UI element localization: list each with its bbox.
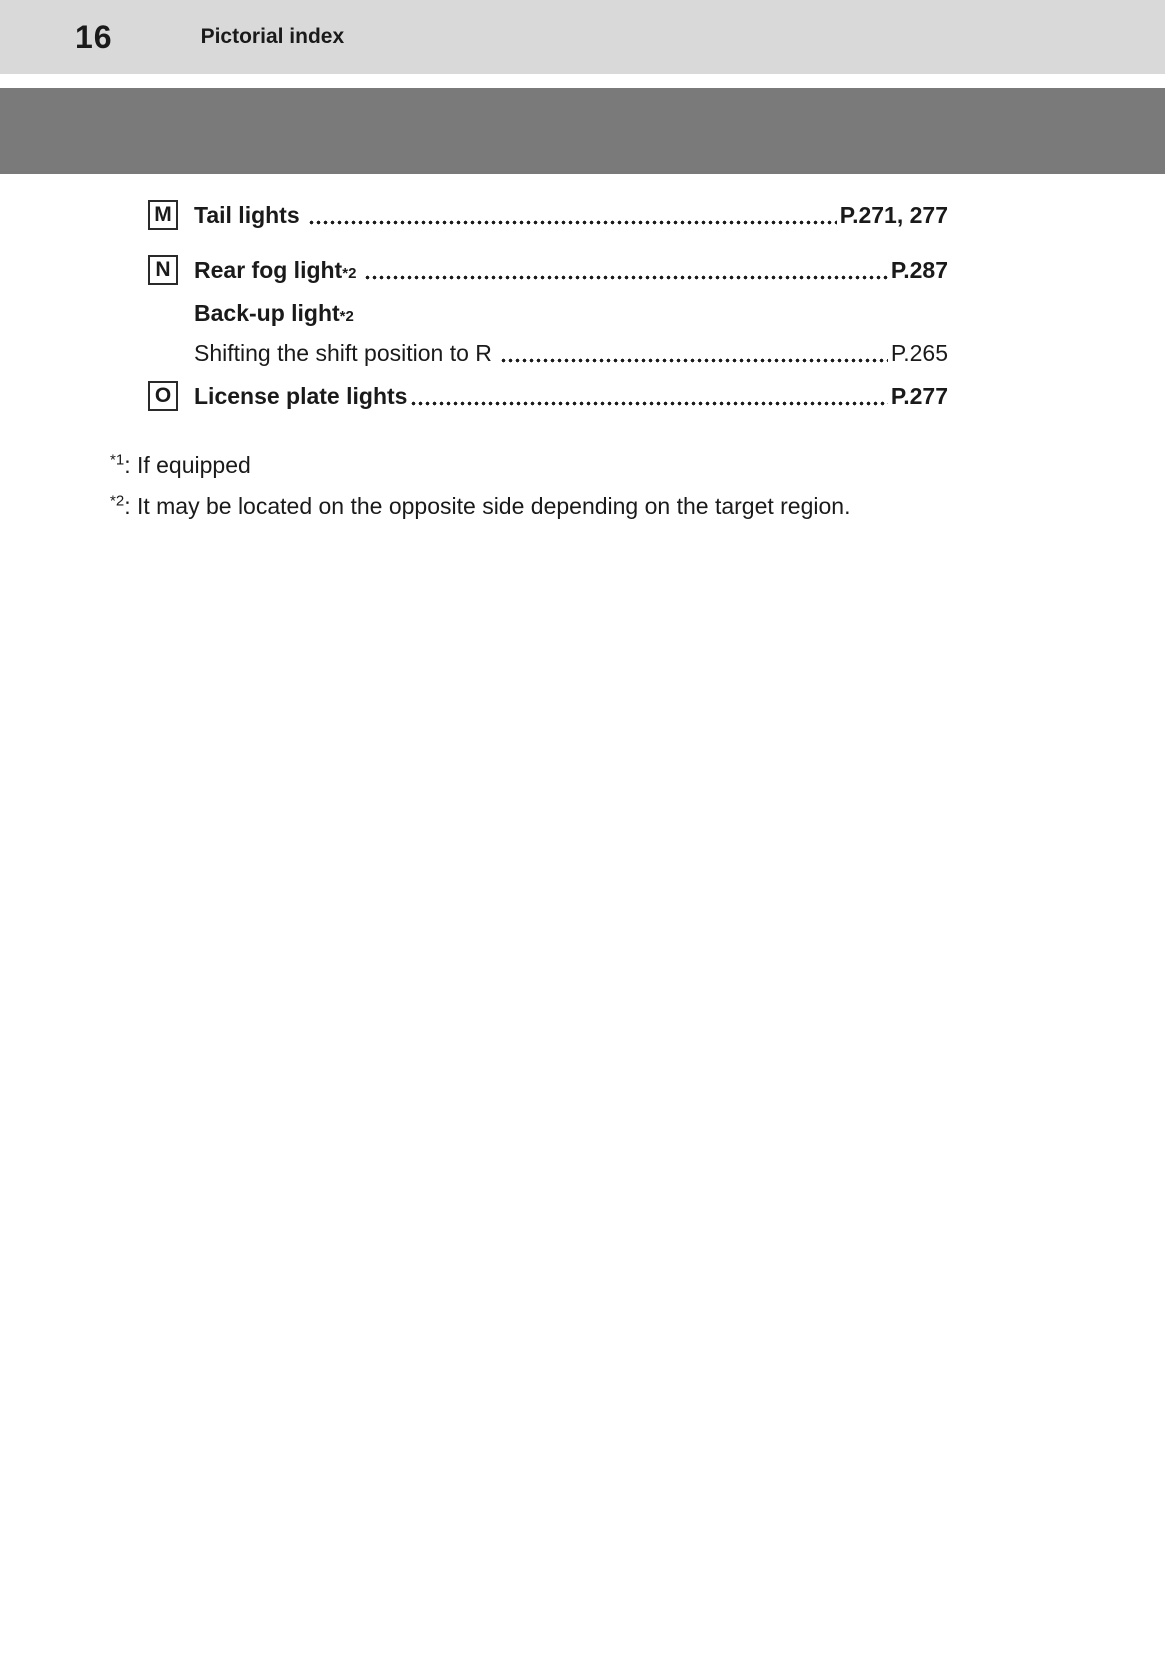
entry-page-ref: P.265 [890, 340, 948, 366]
page-number: 16 [75, 18, 113, 55]
page-header [0, 0, 1165, 74]
footnote-text: : If equipped [124, 452, 251, 478]
entry-page-ref: P.271, 277 [839, 202, 948, 228]
index-entry-shift-position [148, 336, 948, 370]
marker-box-m: M [148, 200, 178, 230]
entry-label: Shifting the shift position to R [194, 340, 492, 366]
footnote-marker: *1 [110, 451, 125, 469]
illustration-band [0, 88, 1165, 174]
footnotes [0, 434, 1165, 523]
footnote-text: : It may be located on the opposite side depending on the target region. [124, 493, 851, 519]
footnote-marker: *2 [110, 492, 125, 510]
entry-label: Rear fog light [194, 257, 343, 283]
dot-leader [500, 336, 888, 370]
index-entry-license-plate-lights [148, 379, 948, 413]
header-divider [0, 74, 1165, 88]
marker-box-n: N [148, 255, 178, 285]
index-entry-rear-fog-light: N Rear fog light *2 P.287 [148, 253, 948, 287]
entry-label: License plate lights [194, 383, 408, 409]
index-entry-backup-light: Back-up light *2 [148, 296, 948, 330]
index-entry-tail-lights [148, 198, 948, 232]
entry-page-ref: P.287 [890, 257, 948, 283]
dot-leader [364, 253, 887, 287]
dot-leader [410, 379, 887, 413]
footnote-1 [110, 448, 1065, 482]
entry-label: Back-up light [194, 300, 340, 326]
page-title: Pictorial index [200, 25, 345, 48]
dot-leader [308, 198, 837, 232]
entry-page-ref: P.277 [890, 383, 948, 409]
footnote-2 [110, 489, 1065, 523]
index-list [0, 174, 1165, 413]
marker-box-o: O [148, 381, 178, 411]
entry-label: Tail lights [194, 202, 300, 228]
